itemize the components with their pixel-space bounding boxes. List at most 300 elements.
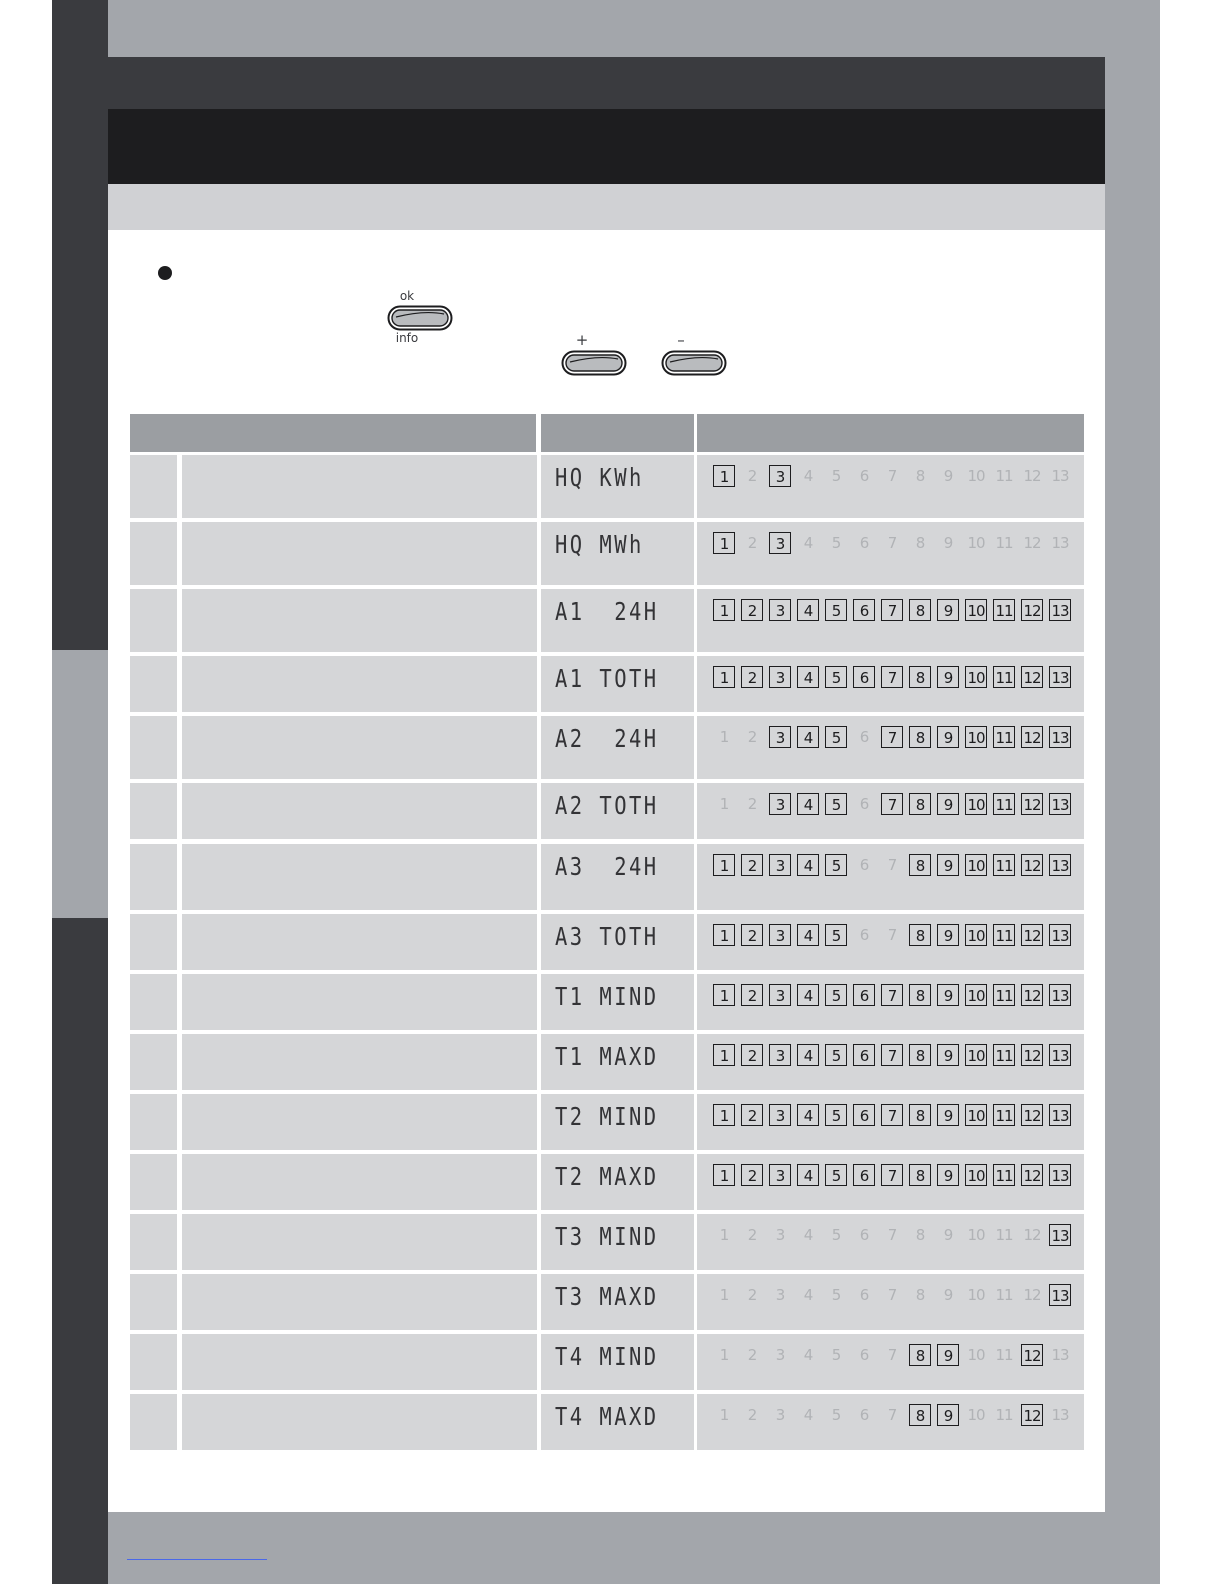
model-marker-unsupported: 8 [915, 1286, 925, 1304]
model-marker-supported: 5 [825, 1044, 847, 1066]
model-marker-supported: 2 [741, 1044, 763, 1066]
plus-button-icon [561, 350, 627, 376]
model-marker-supported: 11 [993, 984, 1015, 1006]
model-marker-unsupported: 11 [995, 467, 1013, 485]
row-display-cell [541, 1094, 694, 1150]
row-description-cell [182, 1094, 537, 1150]
model-marker-unsupported: 3 [775, 1226, 785, 1244]
model-marker-supported: 11 [993, 666, 1015, 688]
row-models-cell [697, 716, 1084, 779]
row-description-cell [182, 974, 537, 1030]
lcd-code: T2 MAXD [555, 1162, 659, 1191]
model-marker-supported: 2 [741, 666, 763, 688]
model-marker-supported: 3 [769, 532, 791, 554]
row-models-cell [697, 1274, 1084, 1330]
row-models-cell [697, 1214, 1084, 1270]
table-row [130, 455, 1084, 518]
model-marker-unsupported: 1 [719, 728, 729, 746]
model-marker-unsupported: 1 [719, 1346, 729, 1364]
model-marker-supported: 10 [965, 599, 987, 621]
model-marker-unsupported: 13 [1051, 1406, 1069, 1424]
model-marker-supported: 8 [909, 984, 931, 1006]
model-marker-supported: 7 [881, 1104, 903, 1126]
model-marker-supported: 12 [1021, 793, 1043, 815]
model-marker-supported: 9 [937, 599, 959, 621]
model-marker-unsupported: 2 [747, 1346, 757, 1364]
model-marker-unsupported: 11 [995, 1406, 1013, 1424]
table-row [130, 783, 1084, 839]
model-marker-supported: 10 [965, 1044, 987, 1066]
model-marker-supported: 12 [1021, 726, 1043, 748]
model-marker-supported: 8 [909, 854, 931, 876]
model-marker-supported: 5 [825, 666, 847, 688]
row-description-cell [182, 656, 537, 712]
lcd-code: HQ KWh [555, 463, 644, 492]
model-marker-supported: 13 [1049, 666, 1071, 688]
model-marker-unsupported: 1 [719, 1406, 729, 1424]
model-marker-supported: 12 [1021, 1404, 1043, 1426]
model-marker-supported: 6 [853, 1104, 875, 1126]
model-marker-supported: 6 [853, 1044, 875, 1066]
row-models-cell [697, 1334, 1084, 1390]
model-marker-unsupported: 9 [943, 1226, 953, 1244]
model-marker-unsupported: 1 [719, 1226, 729, 1244]
model-marker-supported: 12 [1021, 1104, 1043, 1126]
model-marker-supported: 9 [937, 984, 959, 1006]
model-marker-supported: 4 [797, 726, 819, 748]
model-marker-unsupported: 5 [831, 1226, 841, 1244]
model-marker-supported: 11 [993, 793, 1015, 815]
model-marker-unsupported: 2 [747, 1226, 757, 1244]
row-index-cell [130, 1154, 177, 1210]
bullet-icon [158, 266, 172, 280]
model-marker-supported: 12 [1021, 1164, 1043, 1186]
model-marker-supported: 3 [769, 599, 791, 621]
row-index-cell [130, 455, 177, 518]
model-marker-unsupported: 11 [995, 1346, 1013, 1364]
row-index-cell [130, 656, 177, 712]
row-models-cell [697, 914, 1084, 970]
model-marker-supported: 10 [965, 984, 987, 1006]
model-marker-supported: 8 [909, 1104, 931, 1126]
model-marker-supported: 4 [797, 854, 819, 876]
model-marker-unsupported: 13 [1051, 467, 1069, 485]
model-marker-unsupported: 10 [967, 1286, 985, 1304]
model-marker-unsupported: 4 [803, 1406, 813, 1424]
model-marker-unsupported: 10 [967, 534, 985, 552]
row-index-cell [130, 974, 177, 1030]
row-models-cell [697, 783, 1084, 839]
model-marker-supported: 8 [909, 1164, 931, 1186]
model-marker-supported: 11 [993, 924, 1015, 946]
model-marker-supported: 5 [825, 984, 847, 1006]
side-tab-upper [52, 0, 108, 650]
row-display-cell [541, 455, 694, 518]
model-marker-supported: 11 [993, 726, 1015, 748]
model-marker-unsupported: 4 [803, 1226, 813, 1244]
row-index-cell [130, 783, 177, 839]
model-marker-supported: 1 [713, 854, 735, 876]
model-marker-unsupported: 10 [967, 467, 985, 485]
row-models-cell [697, 1034, 1084, 1090]
model-marker-supported: 7 [881, 666, 903, 688]
model-marker-supported: 6 [853, 666, 875, 688]
table-header-display [541, 414, 694, 452]
table-row [130, 1274, 1084, 1330]
model-marker-supported: 1 [713, 1164, 735, 1186]
model-marker-unsupported: 6 [859, 1346, 869, 1364]
model-marker-supported: 2 [741, 924, 763, 946]
model-marker-unsupported: 8 [915, 467, 925, 485]
model-marker-unsupported: 6 [859, 1406, 869, 1424]
row-models-cell [697, 455, 1084, 518]
lcd-code: T1 MIND [555, 982, 659, 1011]
row-display-cell [541, 716, 694, 779]
minus-button-icon [661, 350, 727, 376]
model-marker-unsupported: 6 [859, 856, 869, 874]
model-marker-unsupported: 13 [1051, 534, 1069, 552]
model-marker-supported: 5 [825, 854, 847, 876]
table-row [130, 1334, 1084, 1390]
model-marker-supported: 3 [769, 984, 791, 1006]
row-index-cell [130, 1334, 177, 1390]
model-marker-supported: 3 [769, 666, 791, 688]
model-marker-unsupported: 7 [887, 1286, 897, 1304]
row-models-cell [697, 1154, 1084, 1210]
row-display-cell [541, 522, 694, 585]
model-marker-unsupported: 7 [887, 1346, 897, 1364]
model-marker-supported: 8 [909, 1044, 931, 1066]
model-marker-unsupported: 1 [719, 795, 729, 813]
model-marker-unsupported: 5 [831, 467, 841, 485]
model-marker-supported: 9 [937, 1104, 959, 1126]
model-marker-supported: 3 [769, 465, 791, 487]
model-marker-unsupported: 6 [859, 1286, 869, 1304]
model-marker-unsupported: 7 [887, 1226, 897, 1244]
header-band-subtitle [108, 184, 1105, 230]
model-marker-unsupported: 3 [775, 1406, 785, 1424]
row-index-cell [130, 522, 177, 585]
model-marker-unsupported: 3 [775, 1286, 785, 1304]
model-marker-supported: 13 [1049, 1284, 1071, 1306]
model-marker-supported: 13 [1049, 1224, 1071, 1246]
info-label: info [395, 331, 419, 345]
model-marker-supported: 9 [937, 666, 959, 688]
model-marker-unsupported: 5 [831, 1346, 841, 1364]
row-index-cell [130, 1094, 177, 1150]
row-models-cell [697, 656, 1084, 712]
model-marker-supported: 10 [965, 793, 987, 815]
model-marker-supported: 4 [797, 599, 819, 621]
model-marker-unsupported: 11 [995, 1226, 1013, 1244]
model-marker-unsupported: 7 [887, 467, 897, 485]
row-display-cell [541, 1034, 694, 1090]
row-index-cell [130, 1274, 177, 1330]
model-marker-supported: 8 [909, 666, 931, 688]
model-marker-unsupported: 5 [831, 1406, 841, 1424]
model-marker-supported: 1 [713, 924, 735, 946]
model-marker-supported: 2 [741, 854, 763, 876]
table-row [130, 974, 1084, 1030]
row-display-cell [541, 914, 694, 970]
model-marker-supported: 4 [797, 666, 819, 688]
side-tab-active [52, 650, 108, 918]
model-marker-supported: 1 [713, 599, 735, 621]
model-marker-supported: 8 [909, 1404, 931, 1426]
row-description-cell [182, 844, 537, 910]
model-marker-unsupported: 6 [859, 467, 869, 485]
model-marker-supported: 12 [1021, 666, 1043, 688]
model-marker-supported: 3 [769, 924, 791, 946]
table-row [130, 1394, 1084, 1450]
model-marker-supported: 7 [881, 1164, 903, 1186]
table-row [130, 914, 1084, 970]
table-header-description [130, 414, 536, 452]
row-description-cell [182, 589, 537, 652]
model-marker-supported: 10 [965, 1104, 987, 1126]
row-index-cell [130, 1214, 177, 1270]
header-band-top [108, 57, 1105, 109]
lcd-code: A3 TOTH [555, 922, 659, 951]
row-description-cell [182, 522, 537, 585]
model-marker-unsupported: 6 [859, 534, 869, 552]
table-row [130, 716, 1084, 779]
model-marker-supported: 13 [1049, 599, 1071, 621]
ok-info-button-icon [387, 305, 453, 331]
model-marker-supported: 13 [1049, 1044, 1071, 1066]
model-marker-supported: 3 [769, 726, 791, 748]
row-display-cell [541, 844, 694, 910]
model-marker-supported: 1 [713, 1044, 735, 1066]
model-marker-supported: 9 [937, 1164, 959, 1186]
lcd-code: T3 MAXD [555, 1282, 659, 1311]
model-marker-supported: 13 [1049, 726, 1071, 748]
row-models-cell [697, 974, 1084, 1030]
row-description-cell [182, 783, 537, 839]
model-marker-supported: 10 [965, 726, 987, 748]
table-row [130, 1154, 1084, 1210]
model-marker-unsupported: 2 [747, 728, 757, 746]
model-marker-supported: 9 [937, 793, 959, 815]
table-row [130, 1094, 1084, 1150]
model-marker-unsupported: 12 [1023, 467, 1041, 485]
side-tab-lower [52, 918, 108, 1584]
row-description-cell [182, 455, 537, 518]
model-marker-unsupported: 12 [1023, 1286, 1041, 1304]
model-marker-unsupported: 3 [775, 1346, 785, 1364]
model-marker-supported: 6 [853, 1164, 875, 1186]
lcd-code: A2 TOTH [555, 791, 659, 820]
model-marker-unsupported: 7 [887, 1406, 897, 1424]
model-marker-unsupported: 12 [1023, 534, 1041, 552]
model-marker-supported: 9 [937, 1344, 959, 1366]
model-marker-unsupported: 4 [803, 467, 813, 485]
model-marker-unsupported: 6 [859, 728, 869, 746]
model-marker-supported: 5 [825, 726, 847, 748]
model-marker-unsupported: 7 [887, 926, 897, 944]
row-models-cell [697, 1094, 1084, 1150]
model-marker-supported: 1 [713, 984, 735, 1006]
model-marker-unsupported: 2 [747, 795, 757, 813]
table-row [130, 522, 1084, 585]
model-marker-supported: 9 [937, 854, 959, 876]
row-display-cell [541, 589, 694, 652]
table-row [130, 589, 1084, 652]
model-marker-supported: 8 [909, 924, 931, 946]
row-models-cell [697, 1394, 1084, 1450]
model-marker-supported: 11 [993, 854, 1015, 876]
model-marker-supported: 4 [797, 1044, 819, 1066]
row-display-cell [541, 783, 694, 839]
table-row [130, 1034, 1084, 1090]
table-row [130, 1214, 1084, 1270]
footer-link-underline[interactable] [127, 1559, 267, 1560]
model-marker-supported: 2 [741, 599, 763, 621]
row-models-cell [697, 589, 1084, 652]
model-marker-unsupported: 6 [859, 795, 869, 813]
model-marker-supported: 7 [881, 1044, 903, 1066]
model-marker-supported: 9 [937, 1404, 959, 1426]
row-index-cell [130, 914, 177, 970]
row-index-cell [130, 844, 177, 910]
model-marker-unsupported: 8 [915, 1226, 925, 1244]
model-marker-supported: 12 [1021, 1044, 1043, 1066]
row-description-cell [182, 1394, 537, 1450]
model-marker-unsupported: 7 [887, 534, 897, 552]
model-marker-unsupported: 13 [1051, 1346, 1069, 1364]
model-marker-unsupported: 5 [831, 1286, 841, 1304]
model-marker-supported: 10 [965, 924, 987, 946]
lcd-code: T3 MIND [555, 1222, 659, 1251]
frame-bottom [108, 1512, 1160, 1584]
model-marker-supported: 4 [797, 1104, 819, 1126]
model-marker-supported: 8 [909, 1344, 931, 1366]
model-marker-supported: 8 [909, 793, 931, 815]
row-display-cell [541, 1274, 694, 1330]
model-marker-unsupported: 9 [943, 467, 953, 485]
row-display-cell [541, 1334, 694, 1390]
frame-right [1105, 0, 1160, 1584]
model-marker-supported: 1 [713, 666, 735, 688]
header-band-title [108, 109, 1105, 184]
model-marker-supported: 13 [1049, 1104, 1071, 1126]
model-marker-unsupported: 11 [995, 1286, 1013, 1304]
model-marker-supported: 12 [1021, 599, 1043, 621]
model-marker-supported: 11 [993, 1164, 1015, 1186]
model-marker-supported: 5 [825, 1164, 847, 1186]
model-marker-supported: 9 [937, 1044, 959, 1066]
model-marker-supported: 3 [769, 854, 791, 876]
model-marker-supported: 4 [797, 1164, 819, 1186]
row-description-cell [182, 1214, 537, 1270]
model-marker-supported: 13 [1049, 1164, 1071, 1186]
model-marker-supported: 7 [881, 984, 903, 1006]
model-marker-supported: 1 [713, 1104, 735, 1126]
lcd-code: HQ MWh [555, 530, 644, 559]
row-description-cell [182, 1334, 537, 1390]
row-description-cell [182, 1154, 537, 1210]
model-marker-supported: 11 [993, 1044, 1015, 1066]
model-marker-unsupported: 2 [747, 534, 757, 552]
model-marker-supported: 10 [965, 666, 987, 688]
model-marker-supported: 2 [741, 984, 763, 1006]
model-marker-unsupported: 4 [803, 1286, 813, 1304]
model-marker-supported: 3 [769, 1164, 791, 1186]
minus-label: – [677, 331, 685, 349]
row-models-cell [697, 522, 1084, 585]
model-marker-supported: 12 [1021, 854, 1043, 876]
model-marker-supported: 9 [937, 726, 959, 748]
model-marker-supported: 3 [769, 793, 791, 815]
model-marker-supported: 11 [993, 599, 1015, 621]
model-marker-supported: 1 [713, 465, 735, 487]
model-marker-unsupported: 2 [747, 1286, 757, 1304]
model-marker-unsupported: 12 [1023, 1226, 1041, 1244]
model-marker-supported: 10 [965, 1164, 987, 1186]
model-marker-unsupported: 6 [859, 926, 869, 944]
model-marker-supported: 4 [797, 793, 819, 815]
model-marker-unsupported: 10 [967, 1346, 985, 1364]
frame-top [108, 0, 1160, 57]
model-marker-supported: 7 [881, 726, 903, 748]
model-marker-supported: 11 [993, 1104, 1015, 1126]
row-index-cell [130, 1394, 177, 1450]
model-marker-supported: 12 [1021, 1344, 1043, 1366]
model-marker-supported: 6 [853, 599, 875, 621]
table-row [130, 656, 1084, 712]
model-marker-supported: 13 [1049, 793, 1071, 815]
model-marker-supported: 13 [1049, 924, 1071, 946]
model-marker-supported: 10 [965, 854, 987, 876]
lcd-code: T2 MIND [555, 1102, 659, 1131]
model-marker-supported: 5 [825, 1104, 847, 1126]
model-marker-unsupported: 2 [747, 1406, 757, 1424]
lcd-code: T4 MIND [555, 1342, 659, 1371]
model-marker-supported: 8 [909, 726, 931, 748]
row-display-cell [541, 1214, 694, 1270]
model-marker-supported: 3 [769, 1104, 791, 1126]
lcd-code: A3 24H [555, 852, 659, 881]
lcd-code: T4 MAXD [555, 1402, 659, 1431]
model-marker-supported: 5 [825, 924, 847, 946]
model-marker-unsupported: 10 [967, 1226, 985, 1244]
row-description-cell [182, 914, 537, 970]
lcd-code: T1 MAXD [555, 1042, 659, 1071]
model-marker-supported: 9 [937, 924, 959, 946]
model-marker-unsupported: 10 [967, 1406, 985, 1424]
table-header-models [697, 414, 1084, 452]
model-marker-supported: 12 [1021, 984, 1043, 1006]
row-description-cell [182, 1274, 537, 1330]
model-marker-supported: 13 [1049, 984, 1071, 1006]
ok-label: ok [399, 289, 415, 303]
row-description-cell [182, 1034, 537, 1090]
row-index-cell [130, 589, 177, 652]
model-marker-supported: 4 [797, 924, 819, 946]
model-marker-supported: 6 [853, 984, 875, 1006]
model-marker-unsupported: 4 [803, 1346, 813, 1364]
model-marker-supported: 7 [881, 793, 903, 815]
model-marker-supported: 4 [797, 984, 819, 1006]
model-marker-supported: 12 [1021, 924, 1043, 946]
model-marker-unsupported: 9 [943, 534, 953, 552]
lcd-code: A1 TOTH [555, 664, 659, 693]
model-marker-unsupported: 6 [859, 1226, 869, 1244]
row-description-cell [182, 716, 537, 779]
row-display-cell [541, 1154, 694, 1210]
plus-label: + [575, 331, 589, 349]
model-marker-supported: 5 [825, 599, 847, 621]
